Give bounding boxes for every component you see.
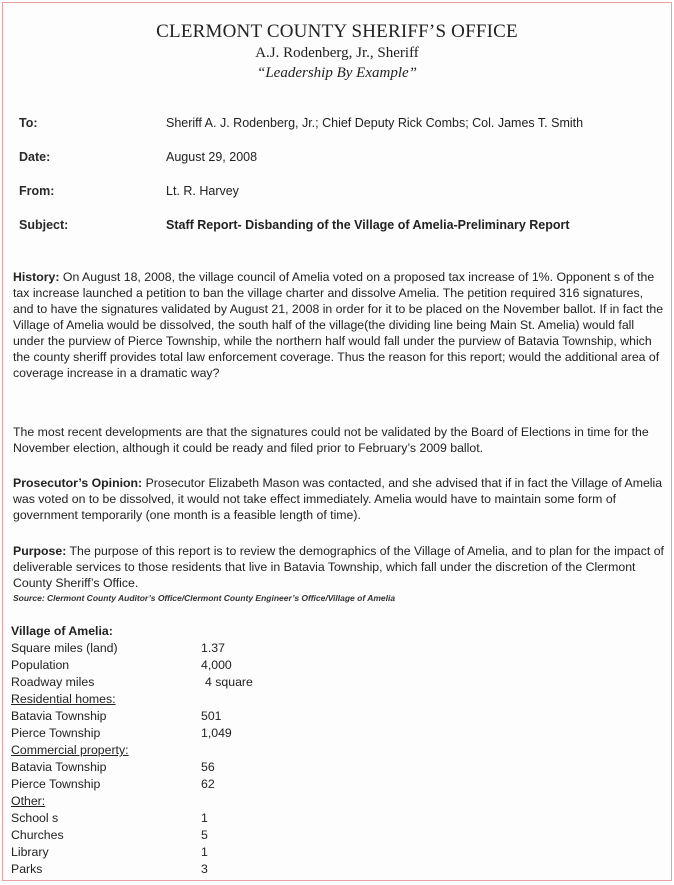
fact-value: 1.37 [201,641,225,655]
fact-label: Population [11,658,70,672]
fact-row [11,844,411,861]
village-facts [11,623,411,878]
fact-row [11,759,411,776]
fact-value: 1 [201,845,208,859]
fact-value: 5 [201,828,208,842]
fact-value: 62 [201,777,215,791]
from-label: From: [19,184,55,198]
history-text: On August 18, 2008, the village council of Amelia voted on a proposed tax increase of 1%. Opponent s of the tax increase launched a petition to ban the village charter and dissolve Amelia. The petition required 316 signatures, and to have the signatures validated by August 21, 2008 in order for it to be placed on the November ballot. If in fact the Village of Amelia would be dissolved, the south half of the village(the dividing line being Main St. Amelia) would fall under the purview of Pierce Township, while the northern half would fall under the purview of Batavia Township, which the county sheriff provides total law enforcement coverage. Thus the reason for this report; would the additional area of coverage increase in a dramatic way? [13,270,664,380]
fact-row [11,725,411,742]
developments-text: The most recent developments are that the signatures could not be validated by the Board of Elections in time for the November election, although it could be ready and filed prior to February’s 2009 ballot. [13,425,649,455]
fact-value: 56 [201,760,215,774]
prosecutor-paragraph [13,475,665,523]
fact-label: School s [11,811,59,825]
fact-label: Pierce Township [11,777,101,791]
history-label: History: [13,270,60,284]
office-title: CLERMONT COUNTY SHERIFF’S OFFICE [156,21,518,42]
fact-row [11,827,411,844]
purpose-label: Purpose: [13,544,67,558]
motto: “Leadership By Example” [257,65,417,81]
fact-value: 3 [201,862,208,876]
fact-row [11,776,411,793]
to-label: To: [19,116,38,130]
fact-value: 501 [201,709,222,723]
fact-label: Roadway miles [11,675,95,689]
residential-heading: Residential homes: [11,692,116,706]
fact-value: 4,000 [201,658,232,672]
fact-row [11,640,411,657]
fact-label: Churches [11,828,64,842]
fact-value: 4 square [205,675,253,689]
fact-label: Pierce Township [11,726,101,740]
sheriff-name: A.J. Rodenberg, Jr., Sheriff [255,45,419,61]
developments-paragraph [13,424,665,456]
fact-label: Batavia Township [11,760,107,774]
subject-label: Subject: [19,218,69,232]
fact-value: 1 [201,811,208,825]
fact-label: Parks [11,862,43,876]
fact-label: Batavia Township [11,709,107,723]
subject-value: Staff Report- Disbanding of the Village of Amelia-Preliminary Report [166,218,570,232]
other-heading: Other: [11,794,46,808]
history-paragraph [13,269,665,381]
facts-title: Village of Amelia: [11,624,113,638]
prosecutor-text: Prosecutor Elizabeth Mason was contacted, and she advised that if in fact the Village of Amelia was voted on to be dissolved, it would not take effect immediately. Amelia would have to maintain some form of government temporarily (one month is a feasible length of time). [13,476,663,522]
fact-label: Library [11,845,49,859]
purpose-paragraph [13,543,665,591]
date-label: Date: [19,150,51,164]
fact-row [11,674,411,691]
to-value: Sheriff A. J. Rodenberg, Jr.; Chief Deputy Rick Combs; Col. James T. Smith [166,116,584,130]
date-value: August 29, 2008 [166,150,258,164]
purpose-text: The purpose of this report is to review the demographics of the Village of Amelia, and to plan for the impact of deliverable services to those residents that live in Batavia Township, which fall under the discretion of the Clermont County Sheriff’s Office. [13,544,664,590]
commercial-heading: Commercial property: [11,743,129,757]
fact-value: 1,049 [201,726,232,740]
fact-row [11,861,411,878]
fact-row [11,810,411,827]
document-page [2,2,672,881]
from-value: Lt. R. Harvey [166,184,239,198]
source-note: Source: Clermont County Auditor’s Office/Clermont County Engineer’s Office/Village of Amelia [13,593,396,603]
fact-row [11,708,411,725]
prosecutor-label: Prosecutor’s Opinion: [13,476,143,490]
fact-row [11,657,411,674]
fact-label: Square miles (land) [11,641,118,655]
